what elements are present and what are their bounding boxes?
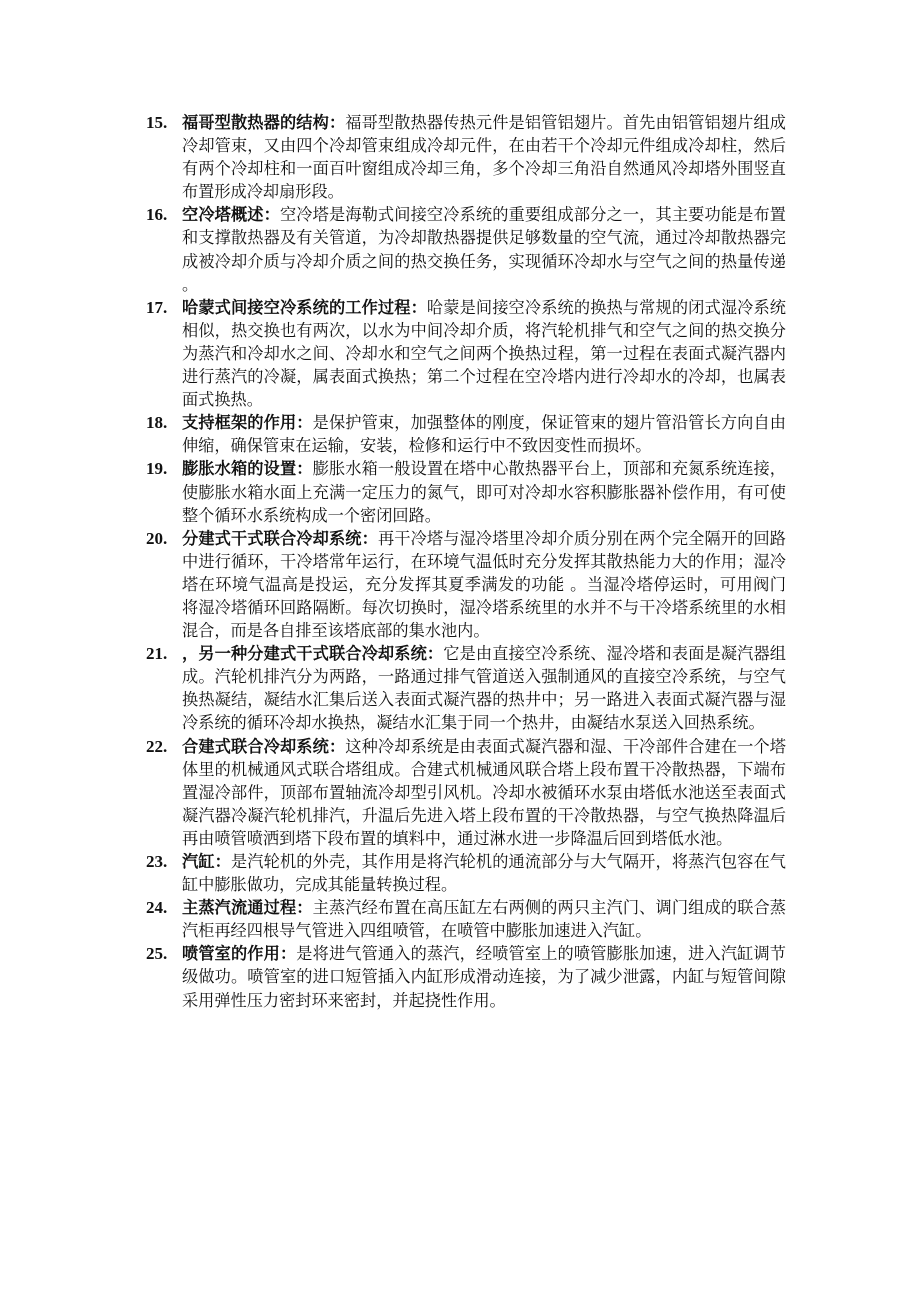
item-term: 合建式联合冷却系统：	[182, 736, 346, 756]
list-item-24	[146, 896, 786, 942]
item-text: 膨胀水箱一般设置在塔中心散热器平台上，顶部和充氮系统连接，使膨胀水箱水面上充满一定压力的氮气，即可对冷却水容积膨胀器补偿作用，有可使整个循环水系统构成一个密闭回路。	[182, 459, 786, 525]
list-item-22	[146, 735, 786, 850]
item-text: 再干冷塔与湿冷塔里冷却介质分别在两个完全隔开的回路中进行循环，干冷塔常年运行，在环境气温低时充分发挥其散热能力大的作用；湿冷塔在环境气温高是投运，充分发挥其夏季满发的功能 。当湿冷塔停运时，可用阀门将湿冷塔循环回路隔断。每次切换时，湿冷塔系统里的水并不与干冷塔系统里的水相混合，而是各自排至该塔底部的集水池内。	[182, 528, 786, 641]
item-text: 主蒸汽经布置在高压缸左右两侧的两只主汽门、调门组成的联合蒸汽柜再经四根导气管进入四组喷管，在喷管中膨胀加速进入汽缸。	[182, 898, 786, 941]
item-number: 21.	[146, 644, 168, 664]
item-content	[182, 457, 786, 526]
item-term: 主蒸汽流通过程：	[182, 898, 313, 918]
item-number: 15.	[146, 113, 168, 132]
list-item-16	[146, 203, 786, 295]
item-number: 16.	[146, 205, 168, 225]
item-number: 25.	[146, 944, 168, 964]
item-text: 是保护管束，加强整体的刚度，保证管束的翅片管沿管长方向自由伸缩，确保管束在运输，安装，检修和运行中不致因变性而损坏。	[182, 413, 786, 456]
list-item-15	[146, 111, 786, 203]
item-content	[182, 942, 786, 1011]
item-term: 哈蒙式间接空冷系统的工作过程：	[182, 297, 427, 317]
item-number: 24.	[146, 898, 168, 918]
item-number: 17.	[146, 297, 168, 317]
item-content	[182, 896, 786, 942]
item-number: 22.	[146, 736, 168, 756]
item-number: 18.	[146, 413, 168, 433]
item-term: ，另一种分建式干式联合冷却系统：	[182, 644, 444, 664]
item-text: 福哥型散热器传热元件是铝管铝翅片。首先由铝管铝翅片组成冷却管束，又由四个冷却管束组成冷却元件，在由若干个冷却元件组成冷却柱，然后有两个冷却柱和一面百叶窗组成冷却三角，多个冷却三角沿自然通风冷却塔外围竖直布置形成冷却扇形段。	[182, 113, 786, 202]
item-content	[182, 850, 786, 896]
item-term: 喷管室的作用：	[182, 944, 297, 964]
item-content	[182, 411, 786, 457]
list-item-25	[146, 942, 786, 1011]
list-item-18	[146, 411, 786, 457]
item-text: 是将进气管通入的蒸汽，经喷管室上的喷管膨胀加速，进入汽缸调节级做功。喷管室的进口短管插入内缸形成滑动连接，为了减少泄露，内缸与短管间隙采用弹性压力密封环来密封，并起挠性作用。	[182, 944, 786, 1010]
item-term: 汽缸：	[182, 852, 231, 871]
item-number: 19.	[146, 459, 168, 479]
item-text: 空冷塔是海勒式间接空冷系统的重要组成部分之一，其主要功能是布置和支撑散热器及有关管道，为冷却散热器提供足够数量的空气流，通过冷却散热器完成被冷却介质与冷却介质之间的热交换任务，实现循环冷却水与空气之间的热量传递 。	[182, 205, 786, 294]
list-item-17	[146, 296, 786, 411]
item-content	[182, 642, 786, 734]
item-number: 20.	[146, 528, 168, 548]
item-term: 分建式干式联合冷却系统：	[182, 528, 378, 548]
item-content	[182, 735, 786, 850]
item-text: 这种冷却系统是由表面式凝汽器和湿、干冷部件合建在一个塔体里的机械通风式联合塔组成。合建式机械通风联合塔上段布置干冷散热器，下端布置湿冷部件，顶部布置轴流冷却型引风机。冷却水被循环水泵由塔低水池送至表面式凝汽器冷凝汽轮机排汽，升温后先进入塔上段布置的干冷散热器，与空气换热降温后再由喷管喷洒到塔下段布置的填料中，通过淋水进一步降温后回到塔低水池。	[182, 736, 786, 848]
item-text: 哈蒙是间接空冷系统的换热与常规的闭式湿冷系统相似，热交换也有两次，以水为中间冷却介质，将汽轮机排气和空气之间的热交换分为蒸汽和冷却水之间、冷却水和空气之间两个换热过程，第一过程在表面式凝汽器内进行蒸汽的冷凝，属表面式换热；第二个过程在空冷塔内进行冷却水的冷却，也属表面式换热。	[182, 297, 786, 410]
item-term: 支持框架的作用：	[182, 413, 313, 433]
item-content	[182, 203, 786, 295]
item-content	[182, 527, 786, 642]
list-item-21	[146, 642, 786, 734]
item-content	[182, 111, 786, 203]
item-number: 23.	[146, 852, 168, 871]
list-item-23	[146, 850, 786, 896]
item-text: 它是由直接空冷系统、湿冷塔和表面是凝汽器组成。汽轮机排汽分为两路，一路通过排气管道送入强制通风的直接空冷系统，与空气换热凝结，凝结水汇集后送入表面式凝汽器的热井中；另一路进入表面式凝汽器与湿冷系统的循环冷却水换热，凝结水汇集于同一个热井，由凝结水泵送入回热系统。	[182, 644, 786, 733]
list-item-20	[146, 527, 786, 642]
item-term: 空冷塔概述：	[182, 205, 280, 225]
document-page	[146, 111, 786, 1012]
item-term: 膨胀水箱的设置：	[182, 459, 313, 479]
list-item-19	[146, 457, 786, 526]
item-content	[182, 296, 786, 411]
item-term: 福哥型散热器的结构：	[182, 113, 346, 132]
item-text: 是汽轮机的外壳，其作用是将汽轮机的通流部分与大气隔开，将蒸汽包容在气缸中膨胀做功，完成其能量转换过程。	[182, 852, 786, 895]
